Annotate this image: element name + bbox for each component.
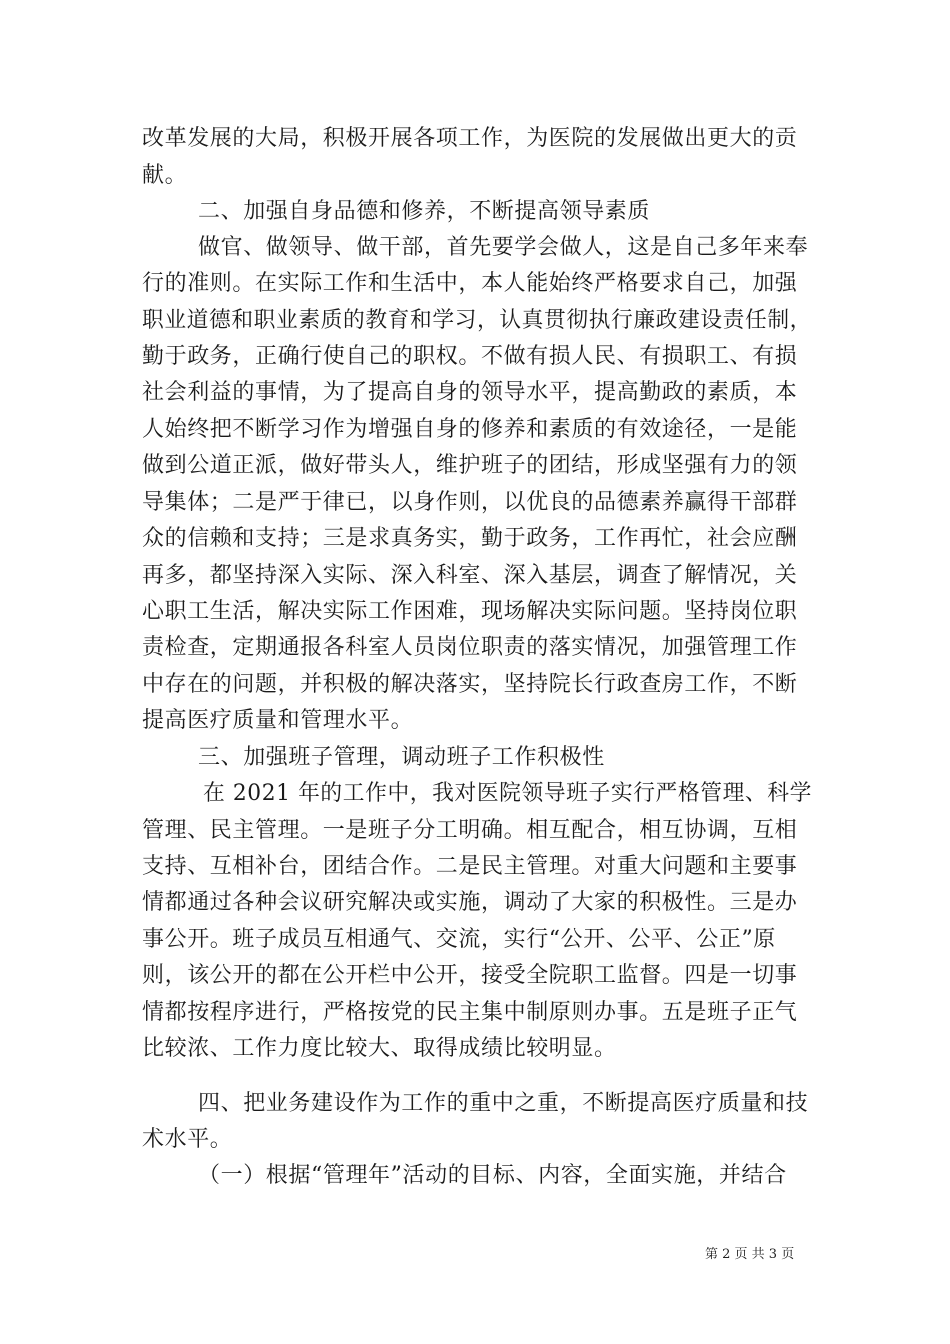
body-line: 比较浓、工作力度比较大、取得成绩比较明显。 [142, 1036, 617, 1061]
body-line: 则，该公开的都在公开栏中公开，接受全院职工监督。四是一切事 [142, 963, 798, 988]
body-line: 职业道德和职业素质的教育和学习，认真贯彻执行廉政建设责任制， [142, 308, 813, 333]
body-line: 众的信赖和支持；三是求真务实，勤于政务，工作再忙，社会应酬 [142, 526, 798, 551]
body-line: 情都通过各种会议研究解决或实施，调动了大家的积极性。三是办 [142, 890, 798, 915]
body-line: 行的准则。在实际工作和生活中，本人能始终严格要求自己，加强 [142, 271, 798, 296]
body-line: 事公开。班子成员互相通气、交流，实行“公开、公平、公正”原 [142, 927, 776, 952]
body-line: 责检查，定期通报各科室人员岗位职责的落实情况，加强管理工作 [142, 635, 798, 660]
body-line: 社会利益的事情，为了提高自身的领导水平，提高勤政的素质，本 [142, 380, 798, 405]
section-heading: 三、加强班子管理，调动班子工作积极性 [198, 745, 605, 770]
subsection-heading: （一）根据“管理年”活动的目标、内容，全面实施，并结合 [198, 1163, 787, 1188]
body-line: 导集体；二是严于律已，以身作则，以优良的品德素养赢得干部群 [142, 490, 798, 515]
body-line: 支持、互相补台，团结合作。二是民主管理。对重大问题和主要事 [142, 854, 798, 879]
paragraph-first-line: 在 2021 年的工作中，我对医院领导班子实行严格管理、科学 [203, 781, 812, 806]
section-heading: 二、加强自身品德和修养，不断提高领导素质 [198, 199, 651, 224]
body-line: 情都按程序进行，严格按党的民主集中制原则办事。五是班子正气 [142, 1000, 798, 1025]
paragraph-first-line: 做官、做领导、做干部，首先要学会做人，这是自己多年来奉 [198, 235, 809, 260]
body-line: 勤于政务，正确行使自己的职权。不做有损人民、有损职工、有损 [142, 344, 798, 369]
body-line: 改革发展的大局，积极开展各项工作，为医院的发展做出更大的贡 [142, 126, 798, 151]
body-line: 术水平。 [142, 1127, 233, 1152]
section-heading: 四、把业务建设作为工作的重中之重，不断提高医疗质量和技 [198, 1091, 809, 1116]
body-line: 献。 [142, 163, 188, 188]
body-line: 人始终把不断学习作为增强自身的修养和素质的有效途径，一是能 [142, 417, 798, 442]
body-line: 中存在的问题，并积极的解决落实，坚持院长行政查房工作，不断 [142, 672, 798, 697]
body-line: 心职工生活，解决实际工作困难，现场解决实际问题。坚持岗位职 [142, 599, 798, 624]
body-line: 提高医疗质量和管理水平。 [142, 708, 414, 733]
page-number: 第 2 页 共 3 页 [705, 1247, 795, 1262]
body-line: 管理、民主管理。一是班子分工明确。相互配合，相互协调，互相 [142, 818, 798, 843]
body-line: 做到公道正派，做好带头人，维护班子的团结，形成坚强有力的领 [142, 453, 798, 478]
body-line: 再多，都坚持深入实际、深入科室、深入基层，调查了解情况，关 [142, 563, 798, 588]
